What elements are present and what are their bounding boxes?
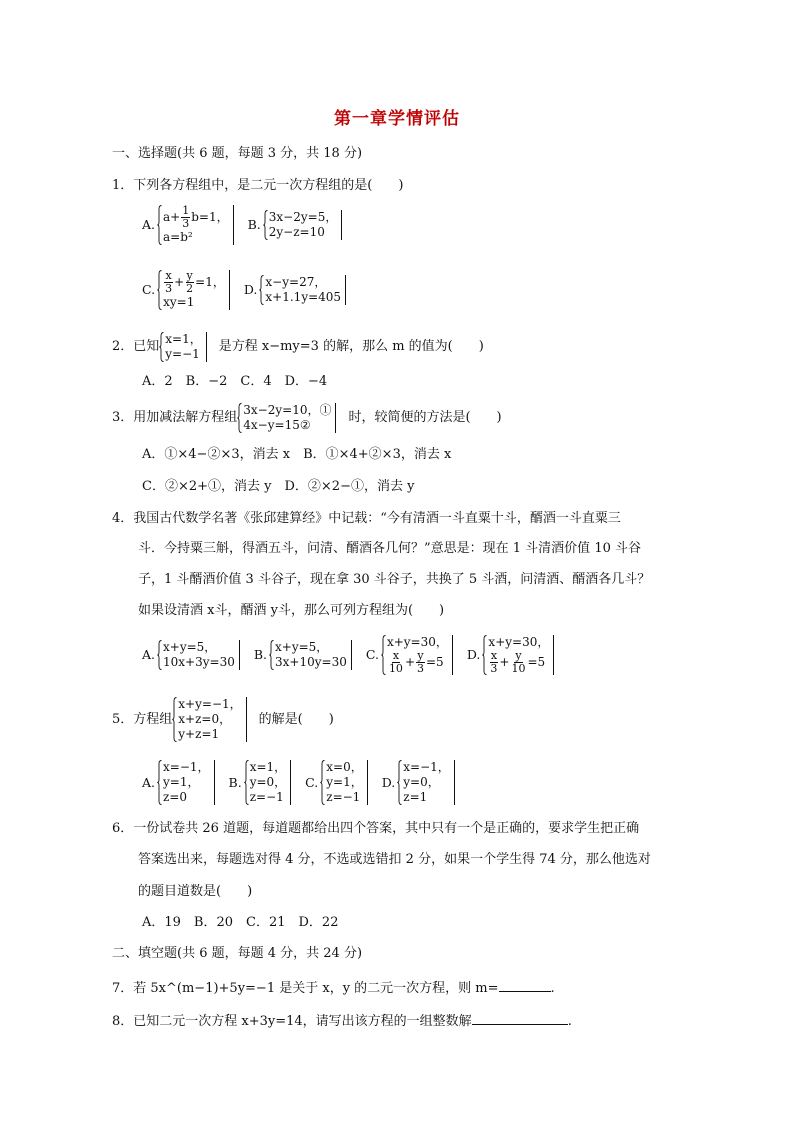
question-1-option-c	[142, 270, 240, 310]
left-brace-icon	[397, 760, 402, 805]
equation-row: $\frac{x}{3}$ + $\frac{y}{10}$ =5	[490, 649, 546, 675]
question-5-system	[172, 697, 256, 742]
question-6-line-3: 的题目道数是( )	[138, 884, 253, 899]
question-2-suffix: 是方程 x−my=3 的解，那么 m 的值为( )	[218, 339, 484, 354]
question-2-options: A．2 B．−2 C．4 D．−4	[142, 374, 328, 389]
system-end-bar	[206, 332, 207, 362]
question-5-prefix: 5．方程组	[112, 711, 173, 727]
fraction: $\frac{x}{10}$	[388, 649, 403, 675]
question-2-system	[159, 332, 216, 362]
option-system	[320, 760, 377, 805]
equation-row: x=0，	[326, 760, 363, 774]
equation-row: x+y=−1，	[178, 697, 242, 711]
equation-row: x−y=27，	[265, 275, 327, 289]
question-4-line-2: 斗．今持粟三斛，得酒五斗，问清、醑酒各几何？”意思是：现在 1 斗清酒价值 10 斗谷	[138, 541, 641, 556]
fraction: $\frac{x}{3}$	[490, 649, 498, 675]
question-4-option-b	[254, 640, 362, 670]
left-brace-icon	[172, 697, 177, 742]
equation-row: x=−1，	[163, 760, 210, 774]
question-5-suffix: 的解是( )	[258, 711, 334, 727]
equation-row: $\frac{x}{3}$ + $\frac{y}{2}$ =1，	[165, 269, 225, 295]
option-label: D.	[466, 647, 481, 662]
equation-row: x+1.1y=405	[265, 290, 342, 304]
question-7-answer-blank[interactable]	[499, 977, 551, 992]
left-brace-icon	[157, 270, 162, 310]
question-1-options-cd	[142, 270, 356, 310]
equation-row: 2y−z=10	[268, 225, 325, 239]
option-system	[244, 760, 301, 805]
question-1-option-b	[248, 210, 353, 240]
equation-row: y=1，	[163, 775, 200, 789]
left-brace-icon	[269, 640, 274, 670]
option-system	[157, 640, 250, 670]
question-7-text: 7．若 5x^(m−1)+5y=−1 是关于 x，y 的二元一次方程，则 m=	[112, 981, 499, 996]
equation-row: y+z=1	[178, 727, 220, 741]
question-7-end: .	[550, 981, 555, 996]
option-label: B.	[247, 217, 261, 232]
equation-row: y=1，	[326, 775, 363, 789]
left-brace-icon	[157, 640, 162, 670]
left-brace-icon	[157, 205, 162, 245]
equation-row: 3x−2y=5，	[268, 210, 338, 224]
left-brace-icon	[482, 635, 487, 675]
question-3-suffix: 时，较简便的方法是( )	[348, 410, 502, 425]
option-label: D.	[243, 282, 258, 297]
equation-row: 3x−2y=10，①	[243, 403, 332, 417]
system-end-bar	[233, 205, 234, 245]
question-3-stem	[112, 403, 502, 433]
equation-row: y=0，	[249, 775, 287, 789]
equation-row: x+y=30，	[488, 635, 550, 649]
question-1-stem: 1．下列各方程组中，是二元一次方程组的是( )	[112, 178, 404, 193]
option-system	[269, 640, 362, 670]
option-label: A.	[142, 647, 156, 662]
equation-row: x+y=5，	[275, 640, 329, 654]
question-7	[112, 977, 555, 998]
option-system	[157, 760, 225, 805]
equation-row: z=1	[403, 790, 428, 804]
option-system	[482, 635, 564, 675]
option-system	[259, 275, 356, 305]
question-2-stem	[112, 332, 484, 362]
system-end-bar	[452, 635, 453, 675]
equation-row: z=0	[163, 790, 188, 804]
equation-row: $\frac{x}{10}$ + $\frac{y}{3}$ =5	[388, 649, 444, 675]
question-3-options-cd: C．②×2+①，消去 y D．②×2−①，消去 y	[142, 479, 415, 494]
option-label: B.	[228, 774, 242, 790]
page-title: 第一章学情评估	[334, 109, 460, 129]
fraction: $\frac{y}{3}$	[417, 649, 424, 675]
fraction: $\frac{1}{3}$	[182, 204, 190, 230]
option-system	[157, 205, 244, 245]
equation-row: 4x−y=15②	[243, 418, 311, 432]
system-end-bar	[239, 640, 240, 670]
left-brace-icon	[159, 332, 164, 362]
equation-row: 10x+3y=30	[163, 655, 235, 669]
question-6-line-1: 6．一份试卷共 26 道题，每道题都给出四个答案，其中只有一个是正确的，要求学生把正确	[112, 821, 640, 836]
fraction: $\frac{y}{10}$	[511, 649, 526, 675]
question-5-options	[142, 760, 465, 805]
section-heading-choice: 一、选择题(共 6 题，每题 3 分，共 18 分)	[112, 146, 363, 161]
option-system	[397, 760, 465, 805]
system-end-bar	[214, 760, 215, 805]
left-brace-icon	[320, 760, 325, 805]
question-1-option-a	[142, 205, 244, 245]
option-label: C.	[142, 282, 156, 297]
equation-row: a=b²	[163, 230, 193, 244]
question-6-line-2: 答案选出来，每题选对得 4 分，不选或选错扣 2 分，如果一个学生得 74 分，那么他选对	[138, 852, 651, 867]
option-label: C.	[365, 647, 379, 662]
option-label: C.	[305, 774, 319, 790]
section-heading-fill: 二、填空题(共 6 题，每题 4 分，共 24 分)	[112, 946, 363, 961]
question-5-option-b	[229, 760, 302, 805]
system-end-bar	[246, 697, 247, 742]
left-brace-icon	[237, 403, 242, 433]
option-system	[263, 210, 353, 240]
question-1-options-ab	[142, 205, 352, 245]
question-1-option-d	[244, 275, 356, 305]
equation-row: x+z=0，	[178, 712, 232, 726]
question-8	[112, 1010, 572, 1031]
equation-row: x+y=30，	[386, 635, 448, 649]
option-system	[157, 270, 240, 310]
equation-row: x=−1，	[403, 760, 450, 774]
question-4-options	[142, 635, 564, 675]
question-5-option-a	[142, 760, 225, 805]
equation-row: z=−1	[249, 790, 284, 804]
question-5-stem	[112, 697, 334, 742]
system-end-bar	[341, 210, 342, 240]
system-end-bar	[345, 275, 346, 305]
equation-row: y=0，	[403, 775, 440, 789]
equation-row: 3x+10y=30	[275, 655, 347, 669]
equation-row: a+ $\frac{1}{3}$ b=1，	[163, 204, 229, 230]
option-label: D.	[381, 774, 396, 790]
question-6-options: A．19 B．20 C．21 D．22	[142, 915, 339, 930]
question-8-answer-blank[interactable]	[472, 1010, 568, 1025]
question-4-option-c	[366, 635, 463, 675]
equation-row: x+y=5，	[163, 640, 217, 654]
question-4-option-a	[142, 640, 250, 670]
option-label: A.	[142, 217, 156, 232]
question-3-system	[237, 403, 346, 433]
equation-row: x=1，	[165, 332, 202, 346]
fraction: $\frac{y}{2}$	[186, 269, 194, 295]
question-4-line-4: 如果设清酒 x斗，醑酒 y斗，那么可列方程组为( )	[138, 603, 445, 618]
left-brace-icon	[259, 275, 264, 305]
option-label: B.	[253, 647, 268, 662]
left-brace-icon	[157, 760, 162, 805]
equation-row: y=−1	[165, 347, 200, 361]
left-brace-icon	[263, 210, 268, 240]
system-end-bar	[367, 760, 368, 805]
question-4-line-3: 子，1 斗醑酒价值 3 斗谷子，现在拿 30 斗谷子，共换了 5 斗酒，问清酒、醑酒各几斗？	[138, 572, 651, 587]
system-end-bar	[454, 760, 455, 805]
question-3-prefix: 3．用加减法解方程组	[112, 410, 238, 425]
left-brace-icon	[381, 635, 386, 675]
left-brace-icon	[244, 760, 249, 805]
system-end-bar	[290, 760, 291, 805]
system-end-bar	[351, 640, 352, 670]
question-8-text: 8．已知二元一次方程 x+3y=14，请写出该方程的一组整数解	[112, 1014, 472, 1029]
option-label: A.	[142, 774, 156, 790]
question-3-options-ab: A．①×4−②×3，消去 x B．①×4+②×3，消去 x	[142, 447, 452, 462]
question-2-prefix: 2．已知	[112, 339, 160, 354]
system-end-bar	[553, 635, 554, 675]
question-5-option-c	[305, 760, 378, 805]
question-4-option-d	[467, 635, 565, 675]
fraction: $\frac{x}{3}$	[165, 269, 173, 295]
system-end-bar	[229, 270, 230, 310]
question-5-option-d	[382, 760, 465, 805]
equation-row: x=1，	[249, 760, 287, 774]
equation-row: z=−1	[326, 790, 361, 804]
option-system	[381, 635, 463, 675]
question-8-end: .	[567, 1014, 572, 1029]
question-4-line-1: 4．我国古代数学名著《张邱建算经》中记载：“今有清酒一斗直粟十斗，醑酒一斗直粟三	[112, 511, 621, 526]
equation-row: xy=1	[163, 295, 195, 309]
system-end-bar	[335, 403, 336, 433]
